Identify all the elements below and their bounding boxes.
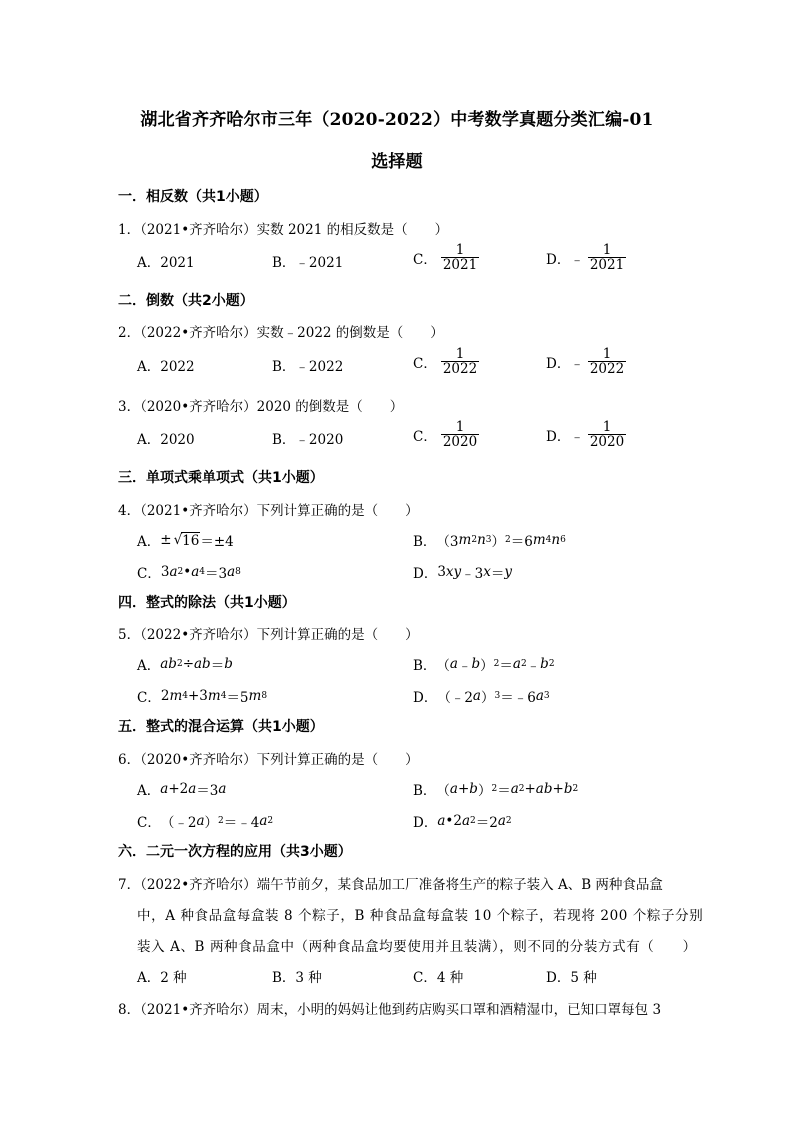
q5-c-var: m (169, 688, 183, 704)
q6-b-var: ab (535, 781, 553, 797)
q3-option-b: B．﹣2020 (272, 432, 344, 448)
q5-option-c: C． 2 m 4 +3 m 4 ＝5 m 8 (137, 688, 268, 706)
q6-a-var: a (160, 781, 169, 797)
q7-option-c: C．4 种 (413, 970, 464, 986)
q4-c-dot: • (183, 564, 192, 580)
q2-c-label: C． (413, 355, 437, 372)
q3-c-fraction (441, 420, 479, 449)
section-heading-6: 六．二元一次方程的应用（共3小题） (118, 844, 352, 860)
q1-option-c (413, 243, 479, 272)
q6-b-var: b (563, 781, 573, 797)
q6-b-var: b (469, 781, 478, 797)
q6-d-var: a (437, 813, 446, 829)
question-2-stem: 2．（2022•齐齐哈尔）实数﹣2022 的倒数是（ ） (118, 325, 444, 341)
q5-a-eq: ＝ (210, 658, 225, 674)
q2-option-c (413, 347, 479, 376)
q5-a-var: b (224, 656, 233, 672)
q3-option-c (413, 420, 479, 449)
q6-option-b: B． （ a + b ） 2 ＝ a 2 + ab + b 2 (413, 781, 579, 799)
question-1-stem: 1．（2021•齐齐哈尔）实数 2021 的相反数是（ ） (118, 222, 449, 238)
q4-b-var-n: n (551, 532, 561, 548)
q5-c-coef: 2 (160, 688, 170, 704)
q1-d-numerator: 1 (602, 242, 612, 258)
q5-c-label: C． (137, 690, 161, 706)
section-heading-2: 二．倒数（共2小题） (118, 293, 254, 309)
q2-option-d (546, 347, 626, 376)
q4-d-label: D． (413, 566, 438, 582)
q6-d-eq: ＝2 (475, 815, 498, 831)
q6-option-a (137, 779, 226, 799)
q1-option-d (546, 243, 626, 272)
q4-d-var: xy (445, 564, 462, 580)
q3-d-label: D． (546, 428, 571, 445)
q7-option-a: A．2 种 (137, 970, 187, 986)
q2-d-label: D． (546, 355, 571, 372)
q6-d-dot: •2 (445, 813, 462, 829)
question-7-line1: 7．（2022•齐齐哈尔）端午节前夕，某食品加工厂准备将生产的粽子装入 A、B 两种食品盒 (118, 877, 663, 893)
q2-option-b: B．﹣2022 (272, 359, 344, 375)
q4-option-c: C． 3 a 2 • a 4 ＝3 a 8 (137, 564, 241, 582)
q5-d-var: a (472, 688, 481, 704)
q1-option-b: B．﹣2021 (272, 255, 344, 271)
doc-title-line2: 选择题 (371, 152, 423, 172)
sqrt-icon: √ (173, 532, 183, 548)
q2-c-denominator: 2022 (442, 361, 478, 378)
q5-c-eq: ＝5 (226, 690, 249, 706)
q3-c-label: C． (413, 428, 437, 445)
q5-option-d: D． （﹣2 a ） 3 ＝﹣6 a 3 (413, 688, 550, 706)
q4-c-var: a (169, 564, 178, 580)
q5-b-var: b (540, 656, 549, 672)
q4-option-a (137, 530, 234, 550)
question-8-line1: 8．（2021•齐齐哈尔）周末，小明的妈妈让他到药店购买口罩和酒精湿巾，已知口罩每包 3 (118, 1002, 662, 1018)
q5-c-var: m (248, 688, 262, 704)
q3-d-numerator: 1 (602, 419, 612, 435)
q5-a-var: ab (194, 656, 211, 672)
q4-c-label: C． (137, 566, 161, 582)
q6-d-label: D． (413, 815, 438, 831)
q5-b-var: a (512, 656, 521, 672)
q5-b-label: B． (413, 658, 437, 674)
q4-d-var: y (504, 564, 513, 580)
q6-b-plus: + (457, 781, 470, 797)
section-heading-5: 五．整式的混合运算（共1小题） (118, 719, 324, 735)
section-heading-4: 四．整式的除法（共1小题） (118, 595, 296, 611)
q1-c-denominator: 2021 (442, 257, 478, 274)
q4-b-var-m: m (458, 532, 472, 548)
q5-b-minus: ﹣ (457, 658, 472, 674)
q4-a-rest: ＝±4 (200, 534, 234, 550)
q1-d-fraction (588, 243, 626, 272)
q2-d-fraction (588, 347, 626, 376)
q6-b-eq: ＝ (497, 783, 511, 799)
q6-a-label: A． (137, 783, 161, 799)
q4-d-var: x (483, 564, 491, 580)
q5-b-var: b (471, 656, 481, 672)
q4-c-var: a (191, 564, 200, 580)
q5-b-eq: ＝ (499, 658, 513, 674)
question-4-stem: 4．（2021•齐齐哈尔）下列计算正确的是（ ） (118, 503, 419, 519)
q5-a-div: ÷ (182, 656, 194, 672)
q6-d-var: a (497, 813, 506, 829)
section-heading-3: 三．单项式乘单项式（共1小题） (118, 470, 324, 486)
q6-b-plus: + (552, 781, 564, 797)
q5-d-close: ） (480, 690, 495, 706)
q5-b-close: ） (480, 658, 494, 674)
q1-c-label: C． (413, 251, 437, 268)
q2-d-neg: ﹣ (570, 355, 584, 372)
q5-b-minus: ﹣ (526, 658, 541, 674)
q3-d-fraction (588, 420, 626, 449)
q6-b-plus: + (524, 781, 536, 797)
q4-a-pm: ± (160, 532, 172, 548)
q4-b-open: （3 (436, 534, 459, 550)
q5-option-a: A． ab 2 ÷ ab ＝ b (137, 656, 233, 674)
q6-b-label: B． (413, 783, 437, 799)
q6-a-var: a (188, 781, 197, 797)
q6-b-var: a (449, 781, 458, 797)
q6-a-plus: +2 (168, 781, 189, 797)
q1-c-fraction (441, 243, 479, 272)
q6-b-var: a (510, 781, 519, 797)
q6-c-var: a (259, 813, 268, 829)
q5-a-label: A． (137, 658, 161, 674)
q3-option-d (546, 420, 626, 449)
question-6-stem: 6．（2020•齐齐哈尔）下列计算正确的是（ ） (118, 752, 419, 768)
q4-b-var-m: m (532, 532, 546, 548)
q6-c-close: ） (204, 815, 218, 831)
q6-option-c: C． （﹣2 a ） 2 ＝﹣4 a 2 (137, 813, 274, 831)
q5-d-var: a (535, 688, 544, 704)
question-3-stem: 3．（2020•齐齐哈尔）2020 的倒数是（ ） (118, 399, 404, 415)
q4-option-d (413, 562, 512, 582)
q5-b-var: a (449, 656, 458, 672)
q4-b-eq: ＝6 (510, 534, 533, 550)
q6-a-eq: ＝3 (196, 783, 219, 799)
q4-b-close: ） (491, 534, 505, 550)
q5-b-open: （ (436, 658, 450, 674)
doc-title-line1: 湖北省齐齐哈尔市三年（2020-2022）中考数学真题分类汇编-01 (140, 110, 654, 130)
q4-b-label: B． (413, 534, 437, 550)
q4-d-minus: ﹣3 (461, 566, 484, 582)
q4-d-eq: ＝ (490, 566, 505, 582)
q6-c-open: （﹣2 (160, 815, 197, 831)
q6-d-var: a (461, 813, 471, 829)
q5-c-var: m (207, 688, 221, 704)
q5-d-open: （﹣2 (437, 690, 473, 706)
q2-d-numerator: 1 (602, 346, 612, 362)
q7-option-b: B．3 种 (272, 970, 322, 986)
q4-c-coef: 3 (160, 564, 170, 580)
q6-option-d: D． a •2 a 2 ＝2 a 2 (413, 813, 512, 831)
q1-option-a: A．2021 (137, 255, 195, 271)
q6-c-var: a (196, 813, 205, 829)
q4-b-var-n: n (477, 532, 486, 548)
q6-c-label: C． (137, 815, 161, 831)
q6-a-var: a (218, 781, 227, 797)
q3-d-denominator: 2020 (589, 434, 625, 451)
q6-b-open: （ (436, 783, 450, 799)
q5-d-eq: ＝﹣6 (500, 690, 536, 706)
q5-option-b: B． （ a ﹣ b ） 2 ＝ a 2 ﹣ b 2 (413, 656, 555, 674)
q2-d-denominator: 2022 (589, 361, 625, 378)
q7-option-d: D．5 种 (546, 970, 597, 986)
q3-c-numerator: 1 (455, 419, 465, 435)
q1-d-denominator: 2021 (589, 257, 625, 274)
section-heading-1: 一．相反数（共1小题） (118, 189, 268, 205)
q2-c-numerator: 1 (455, 346, 465, 362)
q4-c-var: a (227, 564, 236, 580)
q4-c-eq: ＝3 (205, 566, 228, 582)
q5-a-var: ab (160, 656, 177, 672)
q3-d-neg: ﹣ (570, 428, 584, 445)
q4-d-coef: 3 (437, 564, 446, 580)
q4-a-radicand: 16 (182, 532, 200, 549)
q4-a-label: A． (137, 534, 161, 550)
question-7-line2: 中，A 种食品盒每盒装 8 个粽子，B 种食品盒每盒装 10 个粽子，若现将 200 个粽子分别 (137, 908, 704, 924)
q1-d-label: D．﹣ (546, 251, 584, 268)
q2-c-fraction (441, 347, 479, 376)
q6-b-close: ） (477, 783, 492, 799)
q3-option-a: A．2020 (137, 432, 195, 448)
q6-c-eq: ＝﹣4 (223, 815, 260, 831)
q5-d-label: D． (413, 690, 438, 706)
question-7-line3: 装入 A、B 两种食品盒中（两种食品盒均要使用并且装满），则不同的分装方式有（ ） (137, 939, 697, 955)
q1-c-numerator: 1 (455, 242, 465, 258)
q5-c-plus: +3 (187, 688, 208, 704)
q2-option-a: A．2022 (137, 359, 195, 375)
q3-c-denominator: 2020 (442, 434, 478, 451)
q4-option-b: B． （3 m 2 n 3 ） 2 ＝6 m 4 n 6 (413, 532, 566, 550)
question-5-stem: 5．（2022•齐齐哈尔）下列计算正确的是（ ） (118, 627, 419, 643)
